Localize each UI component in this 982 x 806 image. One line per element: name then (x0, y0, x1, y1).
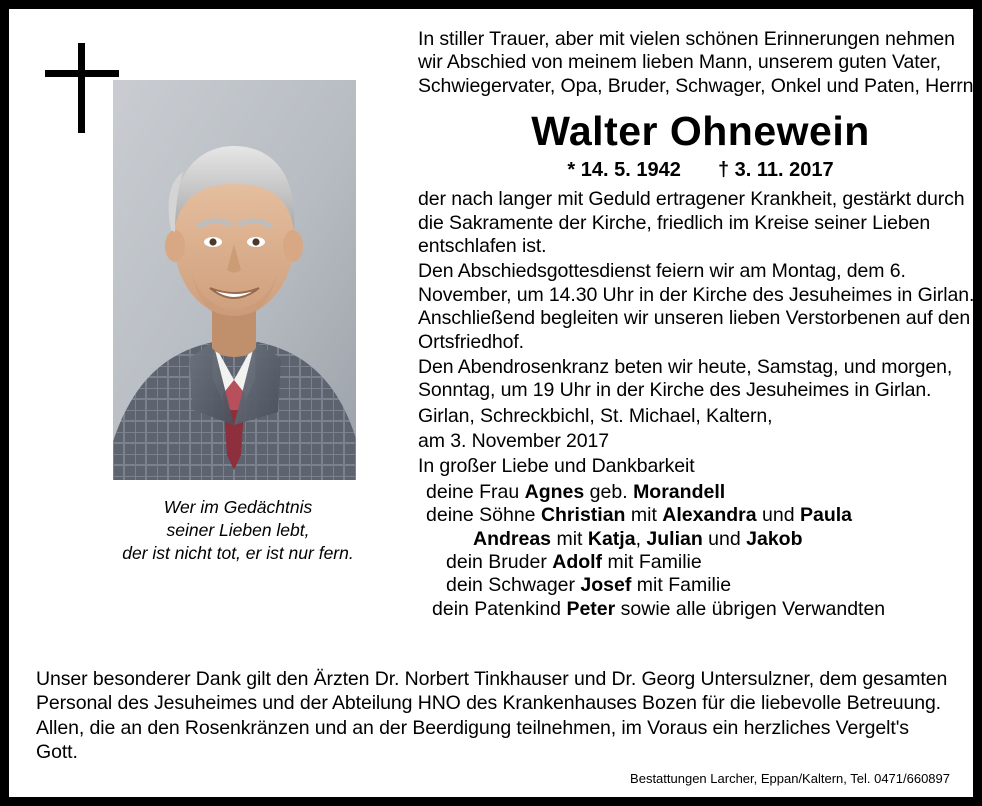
portrait-photo (113, 80, 356, 480)
family-line (418, 528, 982, 551)
family-text-run: mit Familie (602, 551, 702, 574)
closing-paragraph: Allen, die an den Rosenkränzen und an der Beerdigung teilnehmen, im Voraus ein herzliches Vergelt's Gott. (36, 717, 909, 763)
family-text-run: deine Söhne (426, 504, 541, 527)
family-text-run: und (756, 504, 800, 527)
family-text-run: dein Patenkind (432, 597, 567, 620)
death-symbol: † (717, 159, 730, 182)
family-name: Morandell (633, 480, 726, 503)
family-text-run (662, 504, 756, 526)
family-name: Alexandra (662, 504, 757, 527)
family-text-run: dein Schwager (446, 574, 581, 597)
family-line (418, 551, 982, 574)
verse-line-2: seiner Lieben lebt, (166, 519, 310, 540)
family-name: Paula (799, 504, 852, 527)
family-text-run: deine Frau (426, 480, 525, 503)
family-name: Julian (646, 527, 703, 550)
family-text-run (800, 504, 852, 526)
bottom-section (36, 668, 950, 766)
family-name: Josef (580, 574, 632, 597)
rosary-paragraph: Den Abendrosenkranz beten wir heute, Samstag, und morgen, Sonntag, um 19 Uhr in der Kirche des Jesuheimes in Girlan. (418, 355, 953, 402)
service-paragraph: Den Abschiedsgottesdienst feiern wir am Montag, dem 6. November, um 14.30 Uhr in der Kirche des Jesuheimes in Girlan. Anschließend begleiten wir unseren lieben Verstorbenen auf den Ortsfriedhof. (418, 260, 975, 353)
thanks-paragraph: Unser besonderer Dank gilt den Ärzten Dr. Norbert Tinkhauser und Dr. Georg Untersulzner, dem gesamten Personal des Jesuheimes und der Abteilung HNO des Krankenhauses Bozen für die liebevolle Betreuung. (36, 668, 948, 714)
death-date: 3. 11. 2017 (734, 159, 834, 182)
family-text-run: dein Bruder (446, 551, 553, 574)
family-text-run (541, 504, 626, 526)
family-text-run (588, 528, 636, 550)
family-name: Katja (587, 527, 636, 550)
family-text-run: sowie alle übrigen Verwandten (615, 597, 886, 620)
family-line (418, 574, 982, 597)
family-name: Peter (566, 597, 616, 620)
family-text-run: geb. (584, 480, 634, 503)
family-name: Christian (540, 504, 626, 527)
cross-icon (45, 43, 119, 133)
obituary-inner (18, 18, 975, 788)
life-dates (418, 159, 982, 182)
family-name: Adolf (552, 551, 603, 574)
love-line: In großer Liebe und Dankbarkeit (418, 455, 695, 478)
illness-paragraph: der nach langer mit Geduld ertragener Krankheit, gestärkt durch die Sakramente der Kirche, friedlich im Kreise seiner Lieben entschlafen ist. (418, 188, 965, 257)
family-text-run (552, 551, 602, 573)
cross-horizontal-bar (45, 70, 119, 77)
family-text-run (633, 481, 725, 503)
family-name: Jakob (746, 527, 803, 550)
intro-paragraph: In stiller Trauer, aber mit vielen schönen Erinnerungen nehmen wir Abschied von meinem lieben Mann, unserem guten Vater, Schwiegervater, Opa, Bruder, Schwager, Onkel und Paten, Herrn (418, 28, 974, 97)
family-text-run (746, 528, 802, 550)
family-text-run: mit (551, 527, 588, 550)
family-text-run (473, 528, 551, 550)
family-name: Andreas (473, 527, 552, 550)
family-line (418, 598, 982, 621)
family-line (418, 481, 982, 504)
family-line (418, 504, 982, 527)
family-text-run: , (635, 527, 647, 550)
family-text-run (646, 528, 702, 550)
family-text-run (525, 481, 585, 503)
family-text-run: mit (625, 504, 663, 527)
verse-line-3: der ist nicht tot, er ist nur fern. (122, 542, 354, 563)
family-text-run (580, 574, 631, 596)
right-column (418, 28, 982, 621)
family-name: Agnes (524, 480, 585, 503)
memorial-verse (113, 496, 363, 564)
family-list (418, 481, 982, 621)
verse-line-1: Wer im Gedächtnis (163, 497, 313, 517)
signature-date: am 3. November 2017 (418, 430, 610, 453)
birth-symbol: * (567, 159, 576, 182)
birth-date: 14. 5. 1942 (580, 159, 681, 182)
places-line: Girlan, Schreckbichl, St. Michael, Kaltern, (418, 404, 773, 427)
family-text-run: mit Familie (631, 574, 732, 597)
family-text-run: und (702, 527, 747, 550)
family-text-run (566, 598, 615, 620)
cross-vertical-bar (78, 43, 85, 133)
deceased-name: Walter Ohnewein (531, 108, 870, 155)
funeral-home-credit: Bestattungen Larcher, Eppan/Kaltern, Tel. 0471/660897 (630, 771, 950, 786)
